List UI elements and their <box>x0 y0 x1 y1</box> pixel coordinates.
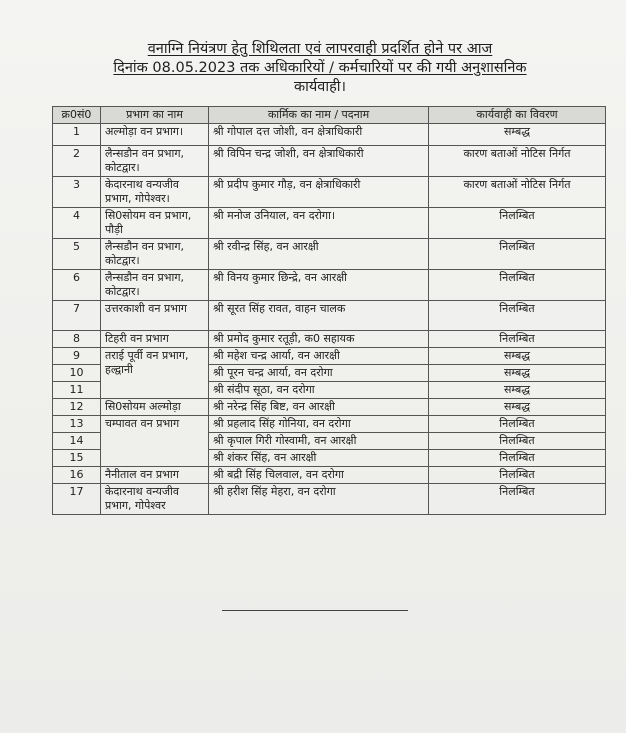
personnel-cell: श्री पूरन चन्द्र आर्या, वन दरोगा <box>209 365 429 382</box>
action-cell: निलम्बित <box>429 433 606 450</box>
serial-no-cell: 3 <box>53 177 101 208</box>
signature-line <box>222 610 408 611</box>
division-cell: केदारनाथ वन्यजीव प्रभाग, गोपेश्वर। <box>101 177 209 208</box>
division-cell: उत्तरकाशी वन प्रभाग <box>101 301 209 331</box>
division-cell: अल्मोड़ा वन प्रभाग। <box>101 124 209 146</box>
division-cell: लैन्सडौन वन प्रभाग, कोटद्वार। <box>101 239 209 270</box>
table-row <box>53 146 606 177</box>
personnel-cell: श्री कृपाल गिरी गोस्वामी, वन आरक्षी <box>209 433 429 450</box>
action-cell: सम्बद्ध <box>429 365 606 382</box>
serial-no-cell: 2 <box>53 146 101 177</box>
personnel-cell: श्री विनय कुमार छिन्द्रे, वन आरक्षी <box>209 270 429 301</box>
personnel-cell: श्री विपिन चन्द्र जोशी, वन क्षेत्राधिकारी <box>209 146 429 177</box>
table-row <box>53 399 606 416</box>
action-cell: निलम्बित <box>429 450 606 467</box>
action-cell: निलम्बित <box>429 331 606 348</box>
action-cell: निलम्बित <box>429 239 606 270</box>
table-row <box>53 348 606 365</box>
division-cell: टिहरी वन प्रभाग <box>101 331 209 348</box>
action-cell: निलम्बित <box>429 416 606 433</box>
table-row <box>53 416 606 433</box>
division-cell: सि0सोयम अल्मोड़ा <box>101 399 209 416</box>
personnel-cell: श्री संदीप सूठा, वन दरोगा <box>209 382 429 399</box>
table-row <box>53 301 606 331</box>
personnel-cell: श्री मनोज उनियाल, वन दरोगा। <box>209 208 429 239</box>
division-cell: लैन्सडौन वन प्रभाग, कोटद्वार। <box>101 270 209 301</box>
serial-no-cell: 8 <box>53 331 101 348</box>
personnel-cell: श्री प्रदीप कुमार गौड़, वन क्षेत्राधिकारी <box>209 177 429 208</box>
table-row <box>53 270 606 301</box>
serial-no-cell: 13 <box>53 416 101 433</box>
table-row <box>53 239 606 270</box>
action-cell: निलम्बित <box>429 208 606 239</box>
serial-no-cell: 6 <box>53 270 101 301</box>
table-row <box>53 331 606 348</box>
disciplinary-action-table <box>52 106 606 515</box>
action-cell: सम्बद्ध <box>429 382 606 399</box>
action-cell: निलम्बित <box>429 484 606 515</box>
serial-no-cell: 1 <box>53 124 101 146</box>
table-row <box>53 467 606 484</box>
serial-no-cell: 16 <box>53 467 101 484</box>
personnel-cell: श्री सूरत सिंह रावत, वाहन चालक <box>209 301 429 331</box>
header-personnel: कार्मिक का नाम / पदनाम <box>209 107 429 124</box>
table-row <box>53 484 606 515</box>
heading-line-2: दिनांक 08.05.2023 तक अधिकारियों / कर्मचारियों पर की गयी अनुशासनिक <box>113 60 527 76</box>
division-cell: चम्पावत वन प्रभाग <box>101 416 209 467</box>
serial-no-cell: 15 <box>53 450 101 467</box>
action-cell: निलम्बित <box>429 467 606 484</box>
personnel-cell: श्री नरेन्द्र सिंह बिष्ट, वन आरक्षी <box>209 399 429 416</box>
serial-no-cell: 5 <box>53 239 101 270</box>
serial-no-cell: 14 <box>53 433 101 450</box>
header-division: प्रभाग का नाम <box>101 107 209 124</box>
personnel-cell: श्री महेश चन्द्र आर्या, वन आरक्षी <box>209 348 429 365</box>
action-cell: निलम्बित <box>429 270 606 301</box>
serial-no-cell: 11 <box>53 382 101 399</box>
serial-no-cell: 4 <box>53 208 101 239</box>
serial-no-cell: 9 <box>53 348 101 365</box>
table-row <box>53 177 606 208</box>
division-cell: सि0सोयम वन प्रभाग, पौड़ी <box>101 208 209 239</box>
action-cell: सम्बद्ध <box>429 348 606 365</box>
serial-no-cell: 10 <box>53 365 101 382</box>
document-heading <box>70 40 570 97</box>
personnel-cell: श्री प्रमोद कुमार रतूड़ी, क0 सहायक <box>209 331 429 348</box>
header-serial-no: क्र0सं0 <box>53 107 101 124</box>
table-row <box>53 208 606 239</box>
action-cell: कारण बताओं नोटिस निर्गत <box>429 177 606 208</box>
action-cell: सम्बद्ध <box>429 124 606 146</box>
heading-line-3: कार्यवाही। <box>293 79 347 95</box>
serial-no-cell: 17 <box>53 484 101 515</box>
division-cell: केदारनाथ वन्यजीव प्रभाग, गोपेश्वर <box>101 484 209 515</box>
heading-line-1: वनाग्नि नियंत्रण हेतु शिथिलता एवं लापरवाही प्रदर्शित होने पर आज <box>147 41 493 57</box>
personnel-cell: श्री गोपाल दत्त जोशी, वन क्षेत्राधिकारी <box>209 124 429 146</box>
serial-no-cell: 12 <box>53 399 101 416</box>
personnel-cell: श्री हरीश सिंह मेहरा, वन दरोगा <box>209 484 429 515</box>
division-cell: तराई पूर्वी वन प्रभाग, हल्द्वानी <box>101 348 209 399</box>
personnel-cell: श्री रवीन्द्र सिंह, वन आरक्षी <box>209 239 429 270</box>
division-cell: नैनीताल वन प्रभाग <box>101 467 209 484</box>
table-header-row <box>53 107 606 124</box>
serial-no-cell: 7 <box>53 301 101 331</box>
personnel-cell: श्री प्रहलाद सिंह गोनिया, वन दरोगा <box>209 416 429 433</box>
table-body <box>53 124 606 515</box>
header-action: कार्यवाही का विवरण <box>429 107 606 124</box>
personnel-cell: श्री बद्री सिंह चिलवाल, वन दरोगा <box>209 467 429 484</box>
table-row <box>53 124 606 146</box>
action-cell: सम्बद्ध <box>429 399 606 416</box>
action-cell: कारण बताओं नोटिस निर्गत <box>429 146 606 177</box>
division-cell: लैन्सडौन वन प्रभाग, कोटद्वार। <box>101 146 209 177</box>
personnel-cell: श्री शंकर सिंह, वन आरक्षी <box>209 450 429 467</box>
action-cell: निलम्बित <box>429 301 606 331</box>
